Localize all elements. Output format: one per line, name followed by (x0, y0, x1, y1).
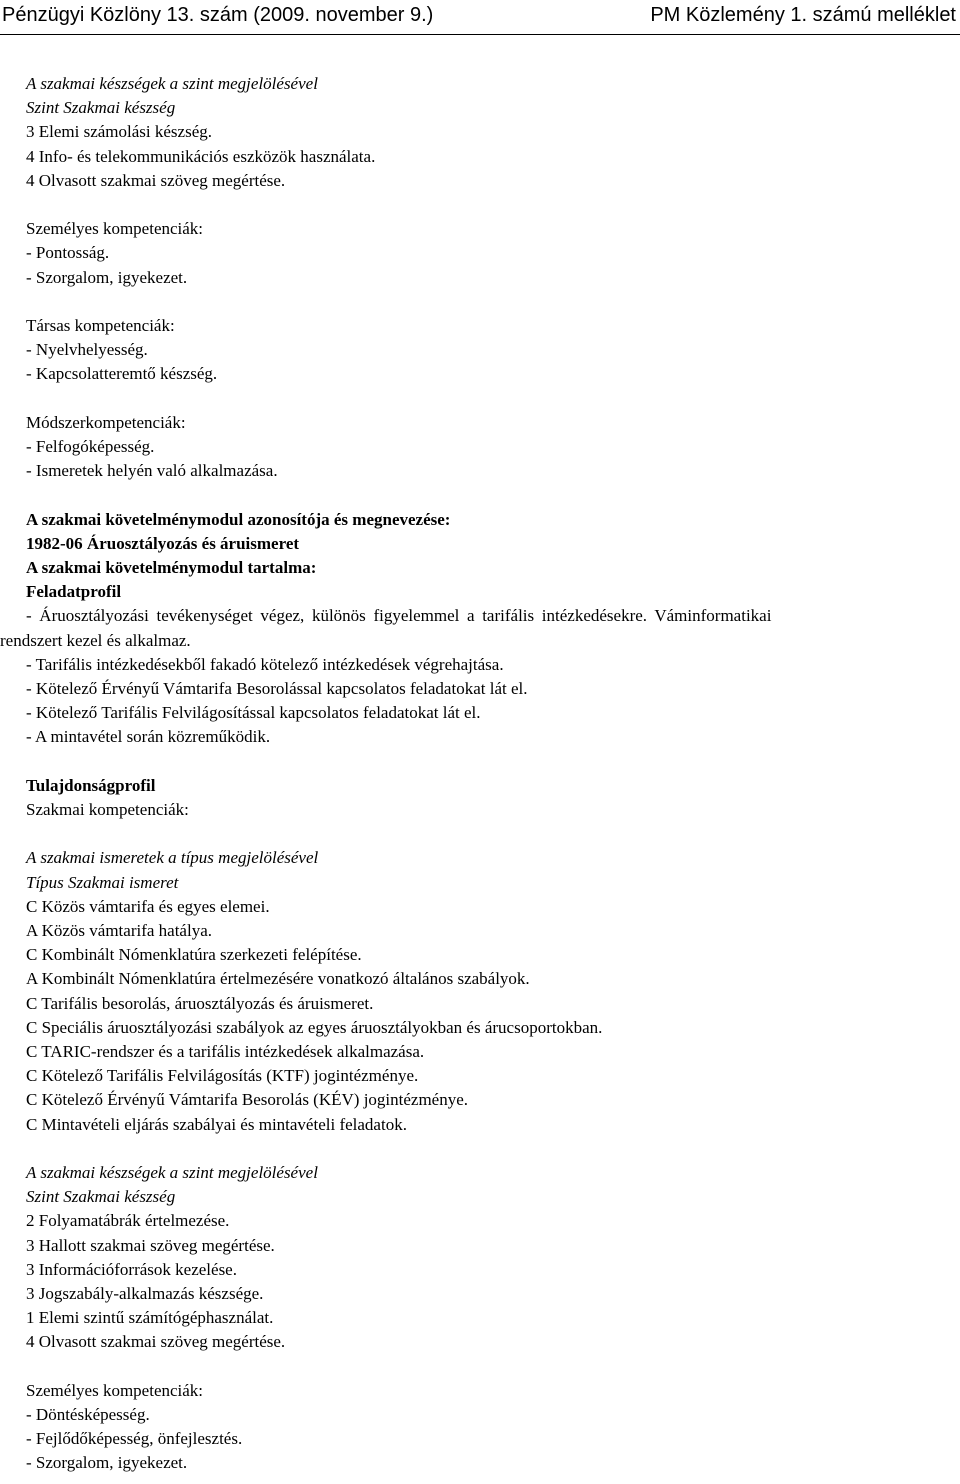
task-item: - Tarifális intézkedésekből fakadó kötelező intézkedések végrehajtása. (26, 654, 504, 674)
list-item: 4 Olvasott szakmai szöveg megértése. (26, 170, 286, 190)
knowledge-heading: A szakmai ismeretek a típus megjelölésével (26, 848, 319, 868)
task-item: - A mintavétel során közreműködik. (26, 727, 271, 747)
list-item: A Kombinált Nómenklatúra értelmezésére vonatkozó általános szabályok. (26, 969, 530, 989)
personal-competencies-heading: Személyes kompetenciák: (26, 219, 204, 239)
journal-title: Pénzügyi Közlöny 13. szám (2009. november 9.) (2, 4, 434, 26)
professional-competencies-heading: Szakmai kompetenciák: (26, 800, 189, 820)
module-id-value: 1982-06 Áruosztályozás és áruismeret (26, 533, 300, 553)
list-item: 3 Hallott szakmai szöveg megértése. (26, 1235, 275, 1255)
list-item: C TARIC-rendszer és a tarifális intézkedések alkalmazása. (26, 1042, 425, 1062)
list-item: 3 Jogszabály-alkalmazás készsége. (26, 1284, 264, 1304)
list-item: - Kapcsolatteremtő készség. (26, 364, 218, 384)
page-header (0, 0, 960, 36)
list-item: - Pontosság. (26, 243, 110, 263)
list-item: 4 Olvasott szakmai szöveg megértése. (26, 1332, 286, 1352)
list-item: C Közös vámtarifa és egyes elemei. (26, 896, 270, 916)
list-item: - Szorgalom, igyekezet. (26, 1453, 188, 1473)
personal-competencies-heading: Személyes kompetenciák: (26, 1380, 204, 1400)
property-profile-heading: Tulajdonságprofil (26, 775, 156, 795)
list-item: - Felfogóképesség. (26, 437, 155, 456)
task-item-continuation: rendszert kezel és alkalmaz. (0, 630, 191, 650)
list-item: C Tarifális besorolás, áruosztályozás és áruismeret. (26, 993, 374, 1013)
list-item: C Kombinált Nómenklatúra szerkezeti felépítése. (26, 945, 362, 965)
header-rule (0, 34, 960, 35)
list-item: - Nyelvhelyesség. (26, 340, 148, 360)
list-item: 2 Folyamatábrák értelmezése. (26, 1211, 230, 1231)
list-item: 3 Elemi számolási készség. (26, 122, 213, 142)
document-body (0, 72, 956, 1476)
method-competencies-heading: Módszerkompetenciák: (26, 412, 186, 432)
task-item: - Áruosztályozási tevékenységet végez, különös figyelemmel a tarifális intézkedésekre. Váminformatikai (26, 606, 772, 626)
module-id-label: A szakmai követelménymodul azonosítója és megnevezése: (26, 509, 451, 529)
list-item: C Kötelező Érvényű Vámtarifa Besorolás (KÉV) jogintézménye. (26, 1090, 469, 1110)
list-item: C Kötelező Tarifális Felvilágosítás (KTF) jogintézménye. (26, 1066, 419, 1086)
module-content-label: A szakmai követelménymodul tartalma: (26, 558, 317, 577)
knowledge-subheading: Típus Szakmai ismeret (26, 872, 179, 892)
list-item: 1 Elemi szintű számítógéphasználat. (26, 1308, 274, 1328)
list-item: - Fejlődőképesség, önfejlesztés. (26, 1429, 243, 1449)
list-item: 4 Info- és telekommunikációs eszközök használata. (26, 146, 376, 166)
skills-subheading: Szint Szakmai készség (26, 1187, 176, 1207)
list-item: - Döntésképesség. (26, 1405, 150, 1425)
task-profile-heading: Feladatprofil (26, 582, 122, 602)
skills-heading: A szakmai készségek a szint megjelölésével (26, 1163, 318, 1183)
list-item: 3 Információforrások kezelése. (26, 1259, 237, 1279)
skills-subheading: Szint Szakmai készség (26, 98, 176, 118)
task-item: - Kötelező Érvényű Vámtarifa Besorolással kapcsolatos feladatokat lát el. (26, 679, 528, 699)
social-competencies-heading: Társas kompetenciák: (26, 316, 175, 335)
skills-heading: A szakmai készségek a szint megjelölésével (26, 74, 318, 93)
list-item: C Mintavételi eljárás szabályai és mintavételi feladatok. (26, 1114, 407, 1134)
list-item: - Szorgalom, igyekezet. (26, 267, 188, 287)
list-item: C Speciális áruosztályozási szabályok az egyes áruosztályokban és árucsoportokban. (26, 1017, 603, 1037)
list-item: A Közös vámtarifa hatálya. (26, 921, 212, 941)
task-item: - Kötelező Tarifális Felvilágosítással kapcsolatos feladatokat lát el. (26, 703, 481, 723)
annex-title: PM Közlemény 1. számú melléklet (650, 4, 956, 26)
list-item: - Ismeretek helyén való alkalmazása. (26, 461, 278, 481)
